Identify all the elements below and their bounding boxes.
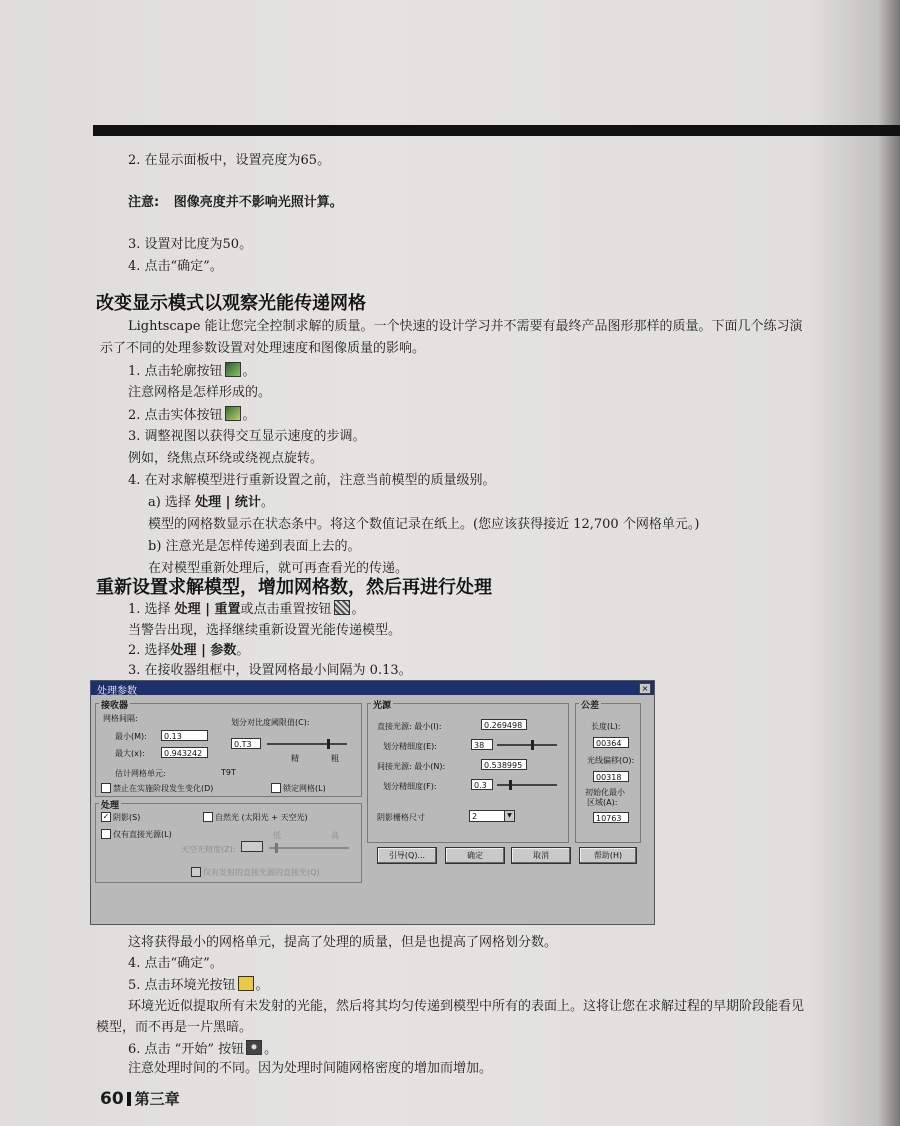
section1-step3: 3. 调整视图以获得交互显示速度的步调。	[128, 429, 366, 444]
section2-step2-prefix: 2. 选择	[128, 643, 171, 658]
init-min-area-label-2: 区域(A):	[587, 798, 618, 807]
section1-step3-note: 例如，绕焦点环绕或绕视点旋转。	[128, 451, 324, 466]
contrast-slider-track[interactable]	[267, 743, 347, 745]
section1-step2	[128, 406, 256, 424]
page-number: 60	[100, 1089, 124, 1109]
section1-step2-end: 。	[242, 408, 256, 423]
start-button-icon	[246, 1040, 262, 1055]
disable-subdivision-label: 禁止在实施阶段发生变化(D)	[113, 784, 214, 793]
indirect-min-input[interactable]: 0.538995	[481, 759, 527, 770]
section2-step6-text: 6. 点击 “开始” 按钮	[128, 1042, 245, 1057]
section1-step4a-end: 。	[260, 495, 274, 510]
direct-div-slider-track[interactable]	[497, 744, 557, 746]
sky-high-label: 高	[331, 831, 339, 840]
tolerance-group-label: 公差	[579, 698, 601, 711]
indirect-min-label: 间接光源: 最小(N):	[377, 762, 446, 771]
direct-min-label: 直接光源: 最小(I):	[377, 722, 442, 731]
section1-step1-note: 注意网格是怎样形成的。	[128, 385, 272, 400]
section2-heading: 重新设置求解模型，增加网格数，然后再进行处理	[96, 577, 492, 598]
section1-intro-line1: Lightscape 能让您完全控制求解的质量。一个快速的设计学习并不需要有最终产品图形那样的质量。下面几个练习演	[128, 319, 803, 334]
mesh-min-label: 最小(M):	[115, 732, 147, 741]
subdivision-contrast-label: 划分对比度阈限值(C):	[231, 718, 310, 727]
section2-step4: 4. 点击“确定”。	[128, 956, 223, 971]
section2-step5-end: 。	[255, 978, 269, 993]
light-group-label: 光源	[371, 698, 393, 711]
shadow-grid-select[interactable]	[469, 810, 515, 822]
sky-slider-thumb[interactable]	[275, 843, 278, 853]
wizard-button[interactable]: 引导(Q)...	[377, 847, 437, 864]
store-direct-label: 仅有发射的直接光源的直接光(Q)	[203, 868, 320, 877]
lock-mesh-label: 锁定网格(L)	[283, 784, 326, 793]
menu-process-stats: 处理 | 统计	[195, 495, 261, 510]
shadow-checkbox[interactable]: ✓	[102, 812, 110, 821]
estimated-cells-label: 估计网格单元:	[115, 769, 166, 778]
section1-step4a-note: 模型的网格数显示在状态条中。将这个数值记录在纸上。(您应该获得接近 12,700 个网格单元。)	[148, 517, 700, 532]
direct-only-label: 仅有直接光源(L)	[113, 830, 172, 839]
section2-step6-note: 注意处理时间的不同。因为处理时间随网格密度的增加而增加。	[128, 1061, 493, 1076]
subdivision-contrast-input[interactable]: 0.T3	[231, 738, 261, 749]
help-button[interactable]: 帮助(H)	[579, 847, 637, 864]
wireframe-button-icon	[225, 362, 241, 377]
section2-step5-text: 5. 点击环境光按钮	[128, 978, 236, 993]
mesh-max-input[interactable]: 0.943242	[161, 747, 208, 758]
section1-step4b: b) 注意光是怎样传递到表面上去的。	[148, 539, 361, 554]
section1-step1-text: 1. 点击轮廓按钮	[128, 364, 223, 379]
chevron-down-icon[interactable]: ▼	[504, 811, 514, 821]
section2-step6-end: 。	[264, 1042, 278, 1057]
ok-button[interactable]: 确定	[445, 847, 505, 864]
section2-step6	[128, 1040, 277, 1058]
direct-div-slider-thumb[interactable]	[531, 740, 534, 750]
section1-step4a-prefix: a) 选择	[148, 495, 196, 510]
receiver-group-label: 接收器	[99, 698, 130, 711]
section1-intro-line2: 示了不同的处理参数设置对处理速度和图像质量的影响。	[100, 341, 426, 356]
shadow-label: 阴影(S)	[113, 813, 141, 822]
section1-step1	[128, 362, 256, 380]
store-direct-checkbox[interactable]	[191, 867, 201, 877]
header-rule	[93, 125, 900, 136]
note-text: 图像亮度并不影响光照计算。	[173, 195, 343, 210]
section2-step1	[128, 600, 365, 618]
init-min-area-input[interactable]: 10763	[593, 812, 629, 823]
section1-step1-end: 。	[242, 364, 256, 379]
cancel-button[interactable]: 取消	[511, 847, 571, 864]
fine-label: 精	[291, 754, 299, 763]
menu-process-params: 处理 | 参数	[170, 643, 237, 658]
page-spine-shadow	[878, 0, 900, 1126]
indirect-div-input[interactable]: 0.3	[471, 779, 493, 790]
daylight-checkbox[interactable]	[203, 812, 213, 822]
ambient-line2: 模型，而不再是一片黑暗。	[96, 1020, 253, 1035]
note-label-text: 注意:	[128, 195, 160, 210]
section1-step4: 4. 在对求解模型进行重新设置之前，注意当前模型的质量级别。	[128, 473, 496, 488]
indirect-div-slider-track[interactable]	[497, 784, 557, 786]
mesh-min-input[interactable]: 0.13	[161, 730, 208, 741]
sky-precision-label: 天空光精度(Z):	[181, 845, 236, 854]
processing-parameters-dialog	[90, 680, 655, 925]
lock-mesh-checkbox[interactable]	[271, 783, 281, 793]
sky-precision-input[interactable]	[241, 841, 263, 852]
process-group-label: 处理	[99, 798, 121, 811]
dialog-titlebar	[91, 681, 654, 695]
estimated-cells-value: T9T	[221, 768, 236, 777]
section2-step1-note: 当警告出现，选择继续重新设置光能传递模型。	[128, 623, 402, 638]
daylight-label: 自然光 (太阳光 + 天空光)	[215, 813, 308, 822]
length-input[interactable]: 00364	[593, 737, 629, 748]
solid-button-icon	[225, 406, 241, 421]
direct-min-input[interactable]: 0.269498	[481, 719, 527, 730]
section2-step5	[128, 976, 269, 994]
after-dialog-note: 这将获得最小的网格单元，提高了处理的质量，但是也提高了网格划分数。	[128, 935, 558, 950]
section1-step4b-note: 在对模型重新处理后，就可再查看光的传递。	[148, 561, 409, 576]
chapter-label: 第三章	[134, 1090, 180, 1108]
close-icon[interactable]: ×	[639, 683, 651, 694]
note-label	[128, 194, 343, 211]
disable-subdivision-checkbox[interactable]	[101, 783, 111, 793]
section1-step2-text: 2. 点击实体按钮	[128, 408, 223, 423]
sky-low-label: 低	[273, 831, 281, 840]
indirect-div-label: 划分精细度(F):	[383, 782, 437, 791]
section2-step1-prefix: 1. 选择	[128, 602, 175, 617]
shadow-grid-label: 阴影栅格尺寸	[377, 813, 425, 822]
light-offset-input[interactable]: 00318	[593, 771, 629, 782]
length-label: 长度(L):	[591, 722, 621, 731]
contrast-slider-thumb[interactable]	[327, 739, 330, 749]
reset-button-icon	[334, 600, 350, 615]
step-2-brightness: 2. 在显示面板中，设置亮度为65。	[128, 153, 331, 168]
menu-process-reset: 处理 | 重置	[174, 602, 241, 617]
direct-div-input[interactable]: 38	[471, 739, 493, 750]
direct-div-label: 划分精细度(E):	[383, 742, 437, 751]
dialog-title: 处理参数	[97, 686, 137, 697]
section2-step2	[128, 642, 249, 659]
light-offset-label: 光线偏移(O):	[587, 756, 635, 765]
step-3-contrast: 3. 设置对比度为50。	[128, 237, 253, 252]
section2-step2-end: 。	[236, 643, 250, 658]
footer-divider	[127, 1092, 131, 1106]
mesh-spacing-label: 网格间隔:	[103, 714, 138, 723]
indirect-div-slider-thumb[interactable]	[509, 780, 512, 790]
section2-step3: 3. 在接收器组框中，设置网格最小间隔为 0.13。	[128, 663, 412, 678]
shadow-grid-value: 2	[472, 812, 478, 821]
step-4-ok: 4. 点击“确定”。	[128, 259, 223, 274]
sky-slider-track[interactable]	[269, 847, 349, 849]
section2-step1-end: 。	[351, 602, 365, 617]
section2-step1-mid: 或点击重置按钮	[240, 602, 332, 617]
coarse-label: 粗	[331, 754, 339, 763]
page-footer	[100, 1088, 180, 1109]
direct-only-checkbox[interactable]	[101, 829, 111, 839]
section1-step4a	[148, 494, 274, 511]
mesh-max-label: 最大(x):	[115, 749, 145, 758]
section1-heading: 改变显示模式以观察光能传递网格	[96, 293, 366, 314]
ambient-light-button-icon	[238, 976, 254, 991]
init-min-area-label-1: 初始化最小	[585, 788, 625, 797]
ambient-line1: 环境光近似提取所有未发射的光能，然后将其均匀传递到模型中所有的表面上。这将让您在求解过程的早期阶段能看见	[128, 999, 805, 1014]
